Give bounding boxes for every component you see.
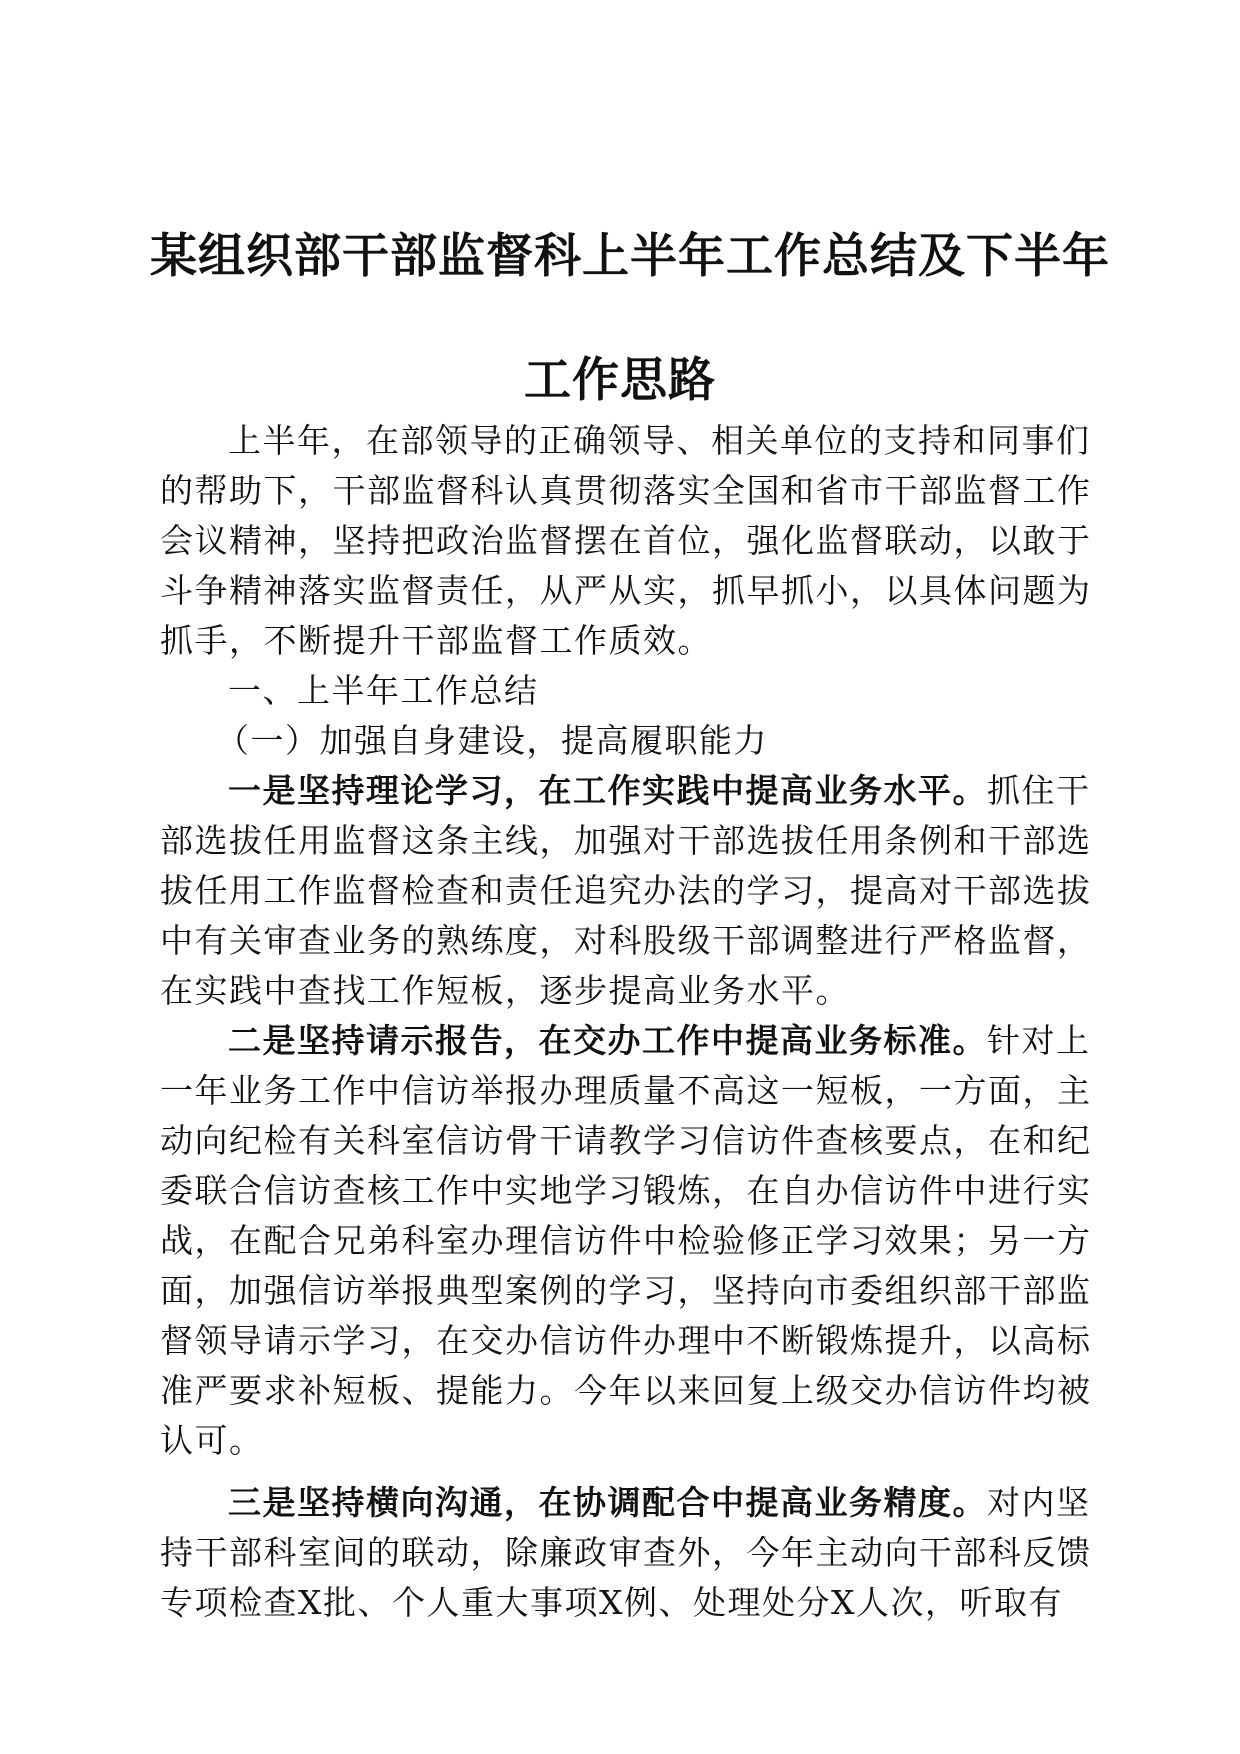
subsection-heading: （一）加强自身建设，提高履职能力 — [216, 721, 768, 760]
point-2-line: 动向纪检有关科室信访骨干请教学习信访件查核要点，在和纪 — [160, 1121, 1092, 1160]
point-3-line: 持干部科室间的联动，除廉政审查外，今年主动向干部科反馈 — [160, 1533, 1092, 1572]
point-1-first-line — [160, 766, 1091, 816]
intro-line: 会议精神，坚持把政治监督摆在首位，强化监督联动，以敢于 — [160, 521, 1092, 560]
point-1-lead-tail: 抓住干 — [987, 771, 1091, 810]
point-3-line: 专项检查X批、个人重大事项X例、处理处分X人次，听取有 — [160, 1583, 1063, 1622]
point-3-lead: 三是坚持横向沟通，在协调配合中提高业务精度。 — [228, 1483, 987, 1522]
intro-line: 的帮助下，干部监督科认真贯彻落实全国和省市干部监督工作 — [160, 471, 1092, 510]
point-1-line: 在实践中查找工作短板，逐步提高业务水平。 — [160, 971, 850, 1010]
point-1-line: 中有关审查业务的熟练度，对科股级干部调整进行严格监督， — [160, 921, 1092, 960]
point-1-line: 部选拔任用监督这条主线，加强对干部选拔任用条例和干部选 — [160, 821, 1092, 860]
section-heading: 一、上半年工作总结 — [228, 671, 539, 710]
point-3-lead-tail: 对内坚 — [987, 1483, 1091, 1522]
point-2-line: 面，加强信访举报典型案例的学习，坚持向市委组织部干部监 — [160, 1271, 1092, 1310]
document-title-line-2: 工作思路 — [524, 353, 716, 408]
point-2-line: 督领导请示学习，在交办信访件办理中不断锻炼提升，以高标 — [160, 1321, 1092, 1360]
point-1-line: 拔任用工作监督检查和责任追究办法的学习，提高对干部选拔 — [160, 871, 1092, 910]
point-2-line: 认可。 — [160, 1421, 264, 1460]
point-2-line: 战，在配合兄弟科室办理信访件中检验修正学习效果；另一方 — [160, 1221, 1092, 1260]
point-2-line: 准严要求补短板、提能力。今年以来回复上级交办信访件均被 — [160, 1371, 1092, 1410]
point-2-lead-tail: 针对上 — [987, 1021, 1091, 1060]
intro-line: 上半年，在部领导的正确领导、相关单位的支持和同事们 — [228, 421, 1091, 460]
point-3-first-line — [160, 1478, 1091, 1528]
document-body — [160, 416, 1092, 1628]
document-title-line-1: 某组织部干部监督科上半年工作总结及下半年 — [150, 229, 1110, 284]
intro-line: 抓手，不断提升干部监督工作质效。 — [160, 621, 712, 660]
point-2-first-line — [160, 1016, 1091, 1066]
intro-line: 斗争精神落实监督责任，从严从实，抓早抓小，以具体问题为 — [160, 571, 1092, 610]
point-2-lead: 二是坚持请示报告，在交办工作中提高业务标准。 — [228, 1021, 987, 1060]
point-2-line: 委联合信访查核工作中实地学习锻炼，在自办信访件中进行实 — [160, 1171, 1092, 1210]
point-2-line: 一年业务工作中信访举报办理质量不高这一短板，一方面，主 — [160, 1071, 1092, 1110]
point-1-lead: 一是坚持理论学习，在工作实践中提高业务水平。 — [228, 771, 987, 810]
